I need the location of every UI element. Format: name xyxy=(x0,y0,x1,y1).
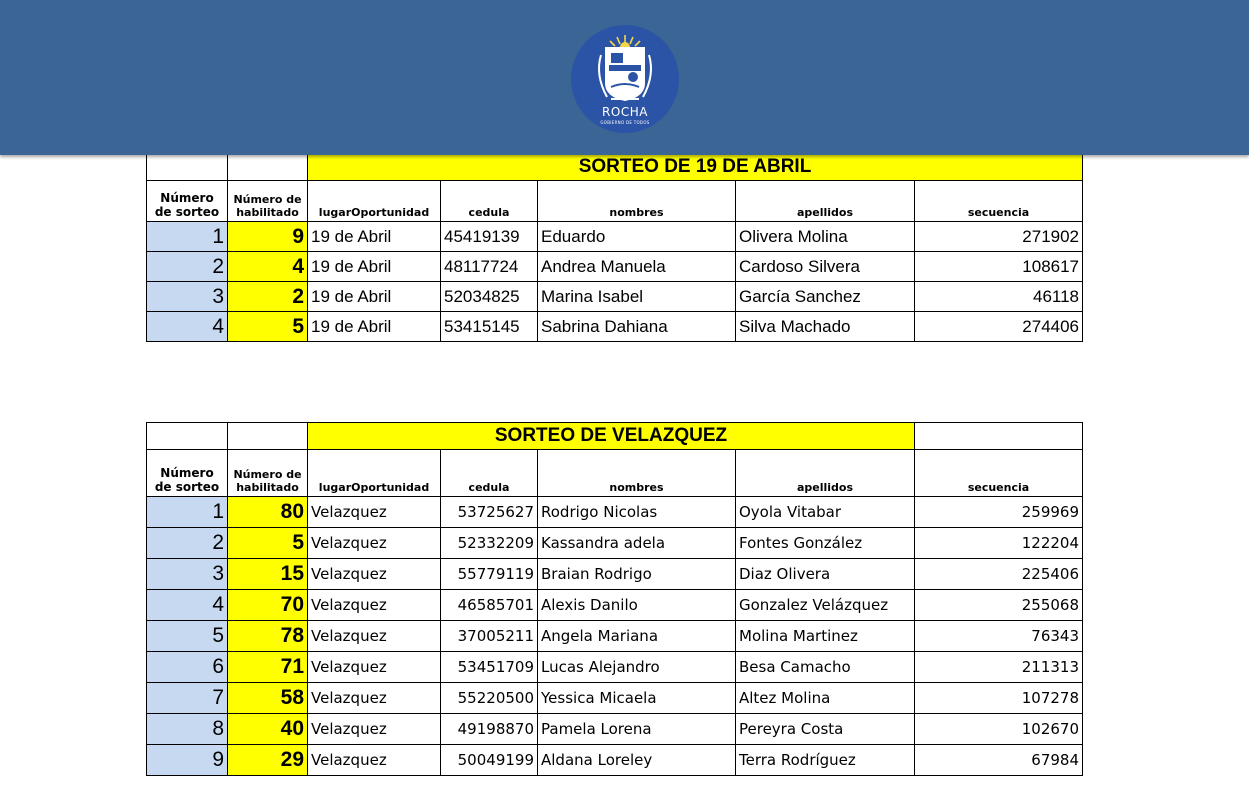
lugar-cell: Velazquez xyxy=(308,621,441,652)
nombres-cell: Alexis Danilo xyxy=(538,590,736,621)
apellidos-cell: Terra Rodríguez xyxy=(736,745,915,776)
table-row xyxy=(147,621,1083,652)
apellidos-cell: Olivera Molina xyxy=(736,222,915,252)
apellidos-cell: Oyola Vitabar xyxy=(736,497,915,528)
header-secuencia: secuencia xyxy=(915,181,1083,222)
sorteo-cell: 3 xyxy=(147,559,228,590)
header-numero-habilitado: Número de habilitado xyxy=(228,450,308,497)
header-cedula: cedula xyxy=(441,450,538,497)
table-title: SORTEO DE VELAZQUEZ xyxy=(308,423,915,450)
habilitado-cell: 2 xyxy=(228,282,308,312)
sorteo-19-de-abril-table xyxy=(146,153,1083,342)
cedula-cell: 45419139 xyxy=(441,222,538,252)
header-numero-habilitado: Número de habilitado xyxy=(228,181,308,222)
secuencia-cell: 211313 xyxy=(915,652,1083,683)
sorteo-velazquez-table xyxy=(146,422,1083,776)
lugar-cell: 19 de Abril xyxy=(308,252,441,282)
apellidos-cell: Gonzalez Velázquez xyxy=(736,590,915,621)
table-row xyxy=(147,652,1083,683)
logo-subtext: GOBIERNO DE TODOS xyxy=(600,120,650,125)
lugar-cell: Velazquez xyxy=(308,528,441,559)
sorteo-cell: 9 xyxy=(147,745,228,776)
sorteo-cell: 3 xyxy=(147,282,228,312)
cedula-cell: 52034825 xyxy=(441,282,538,312)
secuencia-cell: 225406 xyxy=(915,559,1083,590)
table-row xyxy=(147,252,1083,282)
apellidos-cell: Molina Martinez xyxy=(736,621,915,652)
habilitado-cell: 4 xyxy=(228,252,308,282)
table-row xyxy=(147,222,1083,252)
nombres-cell: Pamela Lorena xyxy=(538,714,736,745)
cedula-cell: 53725627 xyxy=(441,497,538,528)
lugar-cell: Velazquez xyxy=(308,714,441,745)
logo-text: ROCHA xyxy=(602,105,648,119)
nombres-cell: Angela Mariana xyxy=(538,621,736,652)
secuencia-cell: 259969 xyxy=(915,497,1083,528)
header-lugar: lugarOportunidad xyxy=(308,450,441,497)
nombres-cell: Eduardo xyxy=(538,222,736,252)
header-apellidos: apellidos xyxy=(736,181,915,222)
table-row xyxy=(147,312,1083,342)
apellidos-cell: Pereyra Costa xyxy=(736,714,915,745)
lugar-cell: Velazquez xyxy=(308,559,441,590)
cedula-cell: 53415145 xyxy=(441,312,538,342)
habilitado-cell: 80 xyxy=(228,497,308,528)
rocha-logo xyxy=(571,25,679,133)
sorteo-cell: 2 xyxy=(147,252,228,282)
sorteo-cell: 1 xyxy=(147,497,228,528)
empty-cell xyxy=(915,423,1083,450)
title-row xyxy=(147,154,1083,181)
table-row xyxy=(147,590,1083,621)
nombres-cell: Braian Rodrigo xyxy=(538,559,736,590)
lugar-cell: 19 de Abril xyxy=(308,312,441,342)
lugar-cell: Velazquez xyxy=(308,652,441,683)
habilitado-cell: 70 xyxy=(228,590,308,621)
secuencia-cell: 102670 xyxy=(915,714,1083,745)
lugar-cell: Velazquez xyxy=(308,497,441,528)
table-title: SORTEO DE 19 DE ABRIL xyxy=(308,154,1083,181)
sorteo-cell: 6 xyxy=(147,652,228,683)
habilitado-cell: 29 xyxy=(228,745,308,776)
nombres-cell: Sabrina Dahiana xyxy=(538,312,736,342)
header-numero-sorteo: Número de sorteo xyxy=(147,450,228,497)
apellidos-cell: Diaz Olivera xyxy=(736,559,915,590)
cedula-cell: 52332209 xyxy=(441,528,538,559)
secuencia-cell: 255068 xyxy=(915,590,1083,621)
header-row xyxy=(147,181,1083,222)
habilitado-cell: 40 xyxy=(228,714,308,745)
empty-cell xyxy=(147,423,228,450)
secuencia-cell: 271902 xyxy=(915,222,1083,252)
cedula-cell: 55220500 xyxy=(441,683,538,714)
empty-cell xyxy=(228,154,308,181)
header-nombres: nombres xyxy=(538,181,736,222)
cedula-cell: 50049199 xyxy=(441,745,538,776)
header-secuencia: secuencia xyxy=(915,450,1083,497)
sorteo-cell: 1 xyxy=(147,222,228,252)
header-apellidos: apellidos xyxy=(736,450,915,497)
header-numero-sorteo: Número de sorteo xyxy=(147,181,228,222)
cedula-cell: 46585701 xyxy=(441,590,538,621)
secuencia-cell: 122204 xyxy=(915,528,1083,559)
nombres-cell: Lucas Alejandro xyxy=(538,652,736,683)
header-lugar: lugarOportunidad xyxy=(308,181,441,222)
habilitado-cell: 5 xyxy=(228,312,308,342)
sorteo-cell: 4 xyxy=(147,312,228,342)
empty-cell xyxy=(228,423,308,450)
lugar-cell: Velazquez xyxy=(308,745,441,776)
header-row xyxy=(147,450,1083,497)
table-row xyxy=(147,497,1083,528)
apellidos-cell: Fontes González xyxy=(736,528,915,559)
habilitado-cell: 15 xyxy=(228,559,308,590)
empty-cell xyxy=(147,154,228,181)
secuencia-cell: 107278 xyxy=(915,683,1083,714)
secuencia-cell: 46118 xyxy=(915,282,1083,312)
nombres-cell: Rodrigo Nicolas xyxy=(538,497,736,528)
secuencia-cell: 274406 xyxy=(915,312,1083,342)
apellidos-cell: Altez Molina xyxy=(736,683,915,714)
habilitado-cell: 71 xyxy=(228,652,308,683)
title-row xyxy=(147,423,1083,450)
habilitado-cell: 58 xyxy=(228,683,308,714)
nombres-cell: Andrea Manuela xyxy=(538,252,736,282)
apellidos-cell: Silva Machado xyxy=(736,312,915,342)
sorteo-cell: 4 xyxy=(147,590,228,621)
habilitado-cell: 5 xyxy=(228,528,308,559)
table-row xyxy=(147,528,1083,559)
sorteo-cell: 2 xyxy=(147,528,228,559)
secuencia-cell: 108617 xyxy=(915,252,1083,282)
cedula-cell: 37005211 xyxy=(441,621,538,652)
cedula-cell: 48117724 xyxy=(441,252,538,282)
header-banner xyxy=(0,0,1249,155)
nombres-cell: Yessica Micaela xyxy=(538,683,736,714)
table-row xyxy=(147,559,1083,590)
apellidos-cell: Cardoso Silvera xyxy=(736,252,915,282)
header-cedula: cedula xyxy=(441,181,538,222)
header-nombres: nombres xyxy=(538,450,736,497)
apellidos-cell: Besa Camacho xyxy=(736,652,915,683)
lugar-cell: 19 de Abril xyxy=(308,222,441,252)
lugar-cell: 19 de Abril xyxy=(308,282,441,312)
sorteo-cell: 8 xyxy=(147,714,228,745)
secuencia-cell: 76343 xyxy=(915,621,1083,652)
cedula-cell: 53451709 xyxy=(441,652,538,683)
nombres-cell: Aldana Loreley xyxy=(538,745,736,776)
nombres-cell: Marina Isabel xyxy=(538,282,736,312)
apellidos-cell: García Sanchez xyxy=(736,282,915,312)
lugar-cell: Velazquez xyxy=(308,590,441,621)
cedula-cell: 55779119 xyxy=(441,559,538,590)
secuencia-cell: 67984 xyxy=(915,745,1083,776)
table-row xyxy=(147,282,1083,312)
table-row xyxy=(147,714,1083,745)
lugar-cell: Velazquez xyxy=(308,683,441,714)
sorteo-cell: 5 xyxy=(147,621,228,652)
cedula-cell: 49198870 xyxy=(441,714,538,745)
table-row xyxy=(147,683,1083,714)
habilitado-cell: 78 xyxy=(228,621,308,652)
sorteo-cell: 7 xyxy=(147,683,228,714)
table-row xyxy=(147,745,1083,776)
habilitado-cell: 9 xyxy=(228,222,308,252)
nombres-cell: Kassandra adela xyxy=(538,528,736,559)
